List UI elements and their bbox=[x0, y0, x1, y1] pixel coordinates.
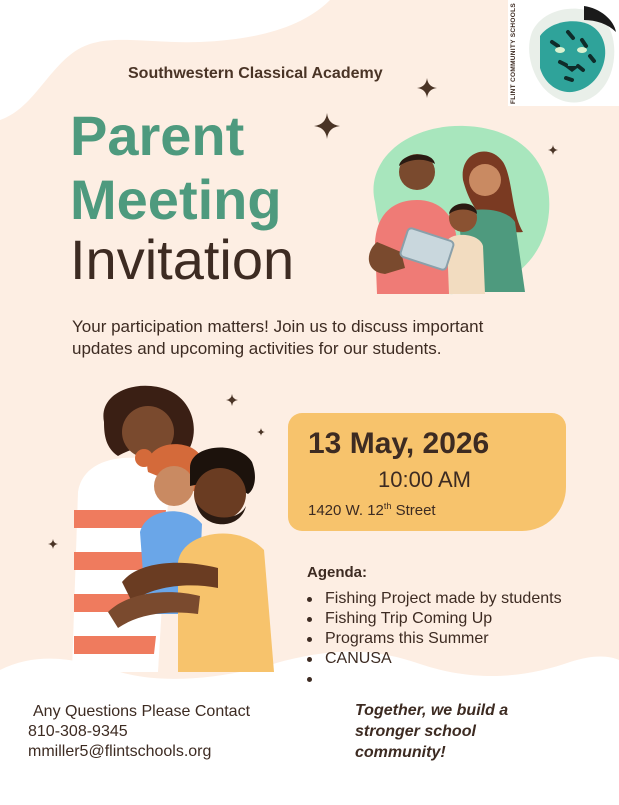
intro-line-2: updates and upcoming activities for our students. bbox=[72, 339, 442, 358]
slogan-line-2: stronger school bbox=[355, 723, 476, 740]
school-name: Southwestern Classical Academy bbox=[128, 65, 383, 82]
intro-line-1: Your participation matters! Join us to discuss important bbox=[72, 317, 484, 336]
district-logo bbox=[508, 0, 619, 106]
agenda-item: CANUSA bbox=[305, 649, 562, 669]
family-illustration-top bbox=[355, 122, 555, 300]
intro-text bbox=[72, 316, 552, 360]
jaguar-logo-icon bbox=[522, 2, 618, 104]
event-date: 13 May, 2026 bbox=[308, 427, 490, 460]
agenda-list bbox=[305, 589, 562, 689]
title-meeting: Meeting bbox=[70, 168, 282, 231]
address-prefix: 1420 W. 12 bbox=[308, 502, 384, 519]
title-invitation: Invitation bbox=[70, 228, 295, 291]
contact-phone[interactable]: 810-308-9345 bbox=[28, 723, 128, 740]
agenda-item: Fishing Project made by students bbox=[305, 589, 562, 609]
slogan-line-3: community! bbox=[355, 744, 446, 761]
contact-info bbox=[28, 702, 250, 762]
slogan bbox=[355, 700, 508, 763]
event-details-card bbox=[288, 413, 566, 531]
logo-text: FLINT COMMUNITY SCHOOLS bbox=[510, 2, 517, 104]
agenda-heading: Agenda: bbox=[307, 564, 367, 581]
agenda-item bbox=[305, 669, 562, 689]
agenda-item: Fishing Trip Coming Up bbox=[305, 609, 562, 629]
slogan-line-1: Together, we build a bbox=[355, 702, 509, 719]
event-time: 10:00 AM bbox=[378, 467, 471, 492]
contact-heading: Any Questions Please Contact bbox=[33, 703, 251, 720]
address-sup: th bbox=[383, 501, 392, 511]
title-parent: Parent bbox=[70, 104, 245, 167]
family-hug-illustration bbox=[68, 382, 280, 674]
sparkle-icon bbox=[48, 539, 58, 549]
sparkle-icon bbox=[417, 78, 437, 98]
agenda-item: Programs this Summer bbox=[305, 629, 562, 649]
event-address bbox=[308, 501, 436, 519]
sparkle-icon bbox=[314, 112, 340, 140]
contact-email[interactable]: mmiller5@flintschools.org bbox=[28, 743, 212, 760]
address-suffix: Street bbox=[391, 502, 436, 519]
